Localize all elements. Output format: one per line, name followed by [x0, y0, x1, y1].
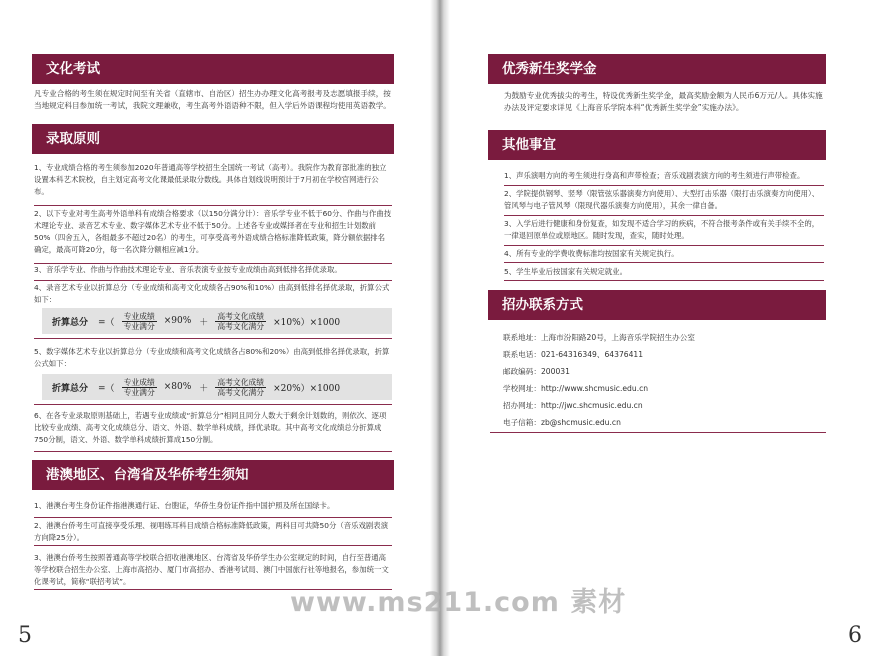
page-number: 6	[848, 623, 862, 648]
section-heading-jiangxue: 优秀新生奖学金	[488, 54, 826, 84]
formula-lead: 折算总分	[52, 317, 89, 328]
qita-item-3: 3、入学后进行健康和身份复查，如发现不适合学习的疾病，不符合报考条件或有关手续不全的，一律退回原单位或原地区。随时发现，查实，随时处理。	[504, 218, 824, 246]
divider	[34, 404, 392, 405]
qita-item-1: 1、声乐演唱方向的考生须进行身高和声带检查；音乐戏剧表演方向的考生须进行声带检查。	[504, 170, 824, 186]
page-number: 5	[18, 623, 32, 648]
watermark-text: www.ms211.com 素材	[290, 587, 627, 618]
luqu-item-1: 1、专业成绩合格的考生须参加2020年普通高等学校招生全国统一考试（高考）。我院作为教育部批准的独立设置本科艺术院校，自主划定高考文化课最低录取分数线。具体自划线说明预计于7月初在学校官网进行公布。	[34, 162, 392, 206]
divider	[490, 432, 826, 433]
luqu-item-4: 4、录音艺术专业以折算总分（专业成绩和高考文化成绩各占90%和10%）由高到低排名择优录取，折算公式如下：	[34, 283, 390, 304]
left-page	[0, 0, 437, 656]
contact-email[interactable]: 电子信箱：zb@shcmusic.edu.cn	[503, 418, 621, 427]
contact-postcode: 邮政编码：200031	[503, 367, 570, 376]
gangao-item-3: 3、港澳台侨考生按照普通高等学校联合招收港澳地区、台湾省及华侨学生办公室规定的时间，自行至普通高等学校联合招生办公室、上海市高招办、厦门市高招办、香港考试局、澳门中国旅行社等地报名，参加统一文化课考试，简称“联招考试”。	[34, 552, 392, 590]
wenhua-text: 凡专业合格的考生须在规定时间至有关省（直辖市、自治区）招生办办理文化高考报考及志愿填报手续，按当地规定科目参加统一考试，我院文理兼收，考生高考外语语种不限，但入学后外语课程均使用英语教学。	[34, 89, 391, 110]
section-heading-luqu: 录取原则	[32, 124, 394, 154]
jiangxue-text: 为鼓励专业优秀拔尖的考生，特设优秀新生奖学金，最高奖励金额为人民币6万元/人。具体实施办法及评定要求详见《上海音乐学院本科“优秀新生奖学金”实施办法》。	[504, 91, 823, 112]
gangao-item-1: 1、港澳台考生身份证件指港澳通行证、台胞证，华侨生身份证件指中国护照及所在国绿卡。	[34, 500, 392, 518]
fraction-major: $\frac{\text{专业成绩}}{\text{专业满分}}$	[123, 311, 155, 331]
contact-school-website[interactable]: 学校网址：http://www.shcmusic.edu.cn	[503, 384, 649, 393]
contact-office-website[interactable]: 招办网址：http://jwc.shcmusic.edu.cn	[503, 401, 643, 410]
luqu-item-2: 2、以下专业对考生高考外语单科有成绩合格要求（以150分满分计）：音乐学专业不低于60分、作曲与作曲技术理论专业、录音艺术专业、数字媒体艺术专业不低于50分。上述各专业或媒择者在专业和招生计划数前50%（四舍五入，各组最多不超过20名）的考生，可享受高考外语成绩合格标准降低政策，降分额依据排名确定，最高可降20分，每一名次降分额相应减1分。	[34, 208, 392, 264]
section-heading-wenhua: 文化考试	[32, 54, 394, 84]
fraction-culture: $\frac{\text{高考文化成绩}}{\text{高考文化满分}}$	[217, 311, 265, 331]
fraction-culture: $\frac{\text{高考文化成绩}}{\text{高考文化满分}}$	[217, 377, 265, 397]
luqu-item-6: 6、在各专业录取原则基础上，若遇专业成绩或“折算总分”相同且同分人数大于剩余计划数的，则依次、逐项比较专业成绩、高考文化成绩总分、语文、外语、数学单科成绩，择优录取。其中高考文化成绩总分折算成750分制，语文、外语、数学单科成绩折算成150分制。	[34, 410, 392, 452]
section-heading-qita: 其他事宜	[488, 130, 826, 160]
formula-recording: 折算总分 =（ $\frac{\text{专业成绩}}{\text{专业满分}}$ ×90% ＋ $\frac{\text{高考文化成绩}}{\text{高考文化满分}}$ ×10%）×1000	[42, 308, 392, 334]
luqu-item-5: 5、数字媒体艺术专业以折算总分（专业成绩和高考文化成绩各占80%和20%）由高到低排名择优录取，折算公式如下：	[34, 347, 390, 368]
gangao-item-2: 2、港澳台侨考生可直接享受乐理、视唱练耳科目成绩合格标准降低政策，两科目可共降50分（音乐戏剧表演方向降25分）。	[34, 520, 392, 546]
fraction-major: $\frac{\text{专业成绩}}{\text{专业满分}}$	[123, 377, 155, 397]
formula-lead: 折算总分	[52, 383, 89, 394]
formula-digital-media: 折算总分 =（ $\frac{\text{专业成绩}}{\text{专业满分}}$ ×80% ＋ $\frac{\text{高考文化成绩}}{\text{高考文化满分}}$ ×20%）×1000	[42, 374, 392, 400]
divider	[34, 338, 392, 339]
section-heading-gangao: 港澳地区、台湾省及华侨考生须知	[32, 460, 394, 490]
qita-item-2: 2、学院提供钢琴、竖琴（限管弦乐器演奏方向使用）、大型打击乐器（限打击乐演奏方向使用）、管风琴与电子管风琴（限现代器乐演奏方向使用），其余一律自备。	[504, 188, 824, 216]
contact-address: 联系地址：上海市汾阳路20号，上海音乐学院招生办公室	[503, 333, 695, 342]
qita-item-4: 4、所有专业的学费收费标准均按国家有关规定执行。	[504, 248, 824, 263]
contact-phone: 联系电话：021-64316349、64376411	[503, 350, 644, 359]
luqu-item-3: 3、音乐学专业、作曲与作曲技术理论专业、音乐表演专业按专业成绩由高到低排名择优录取。	[34, 264, 392, 281]
qita-item-5: 5、学生毕业后按国家有关规定就业。	[504, 266, 824, 281]
section-heading-lianxi: 招办联系方式	[488, 290, 826, 320]
